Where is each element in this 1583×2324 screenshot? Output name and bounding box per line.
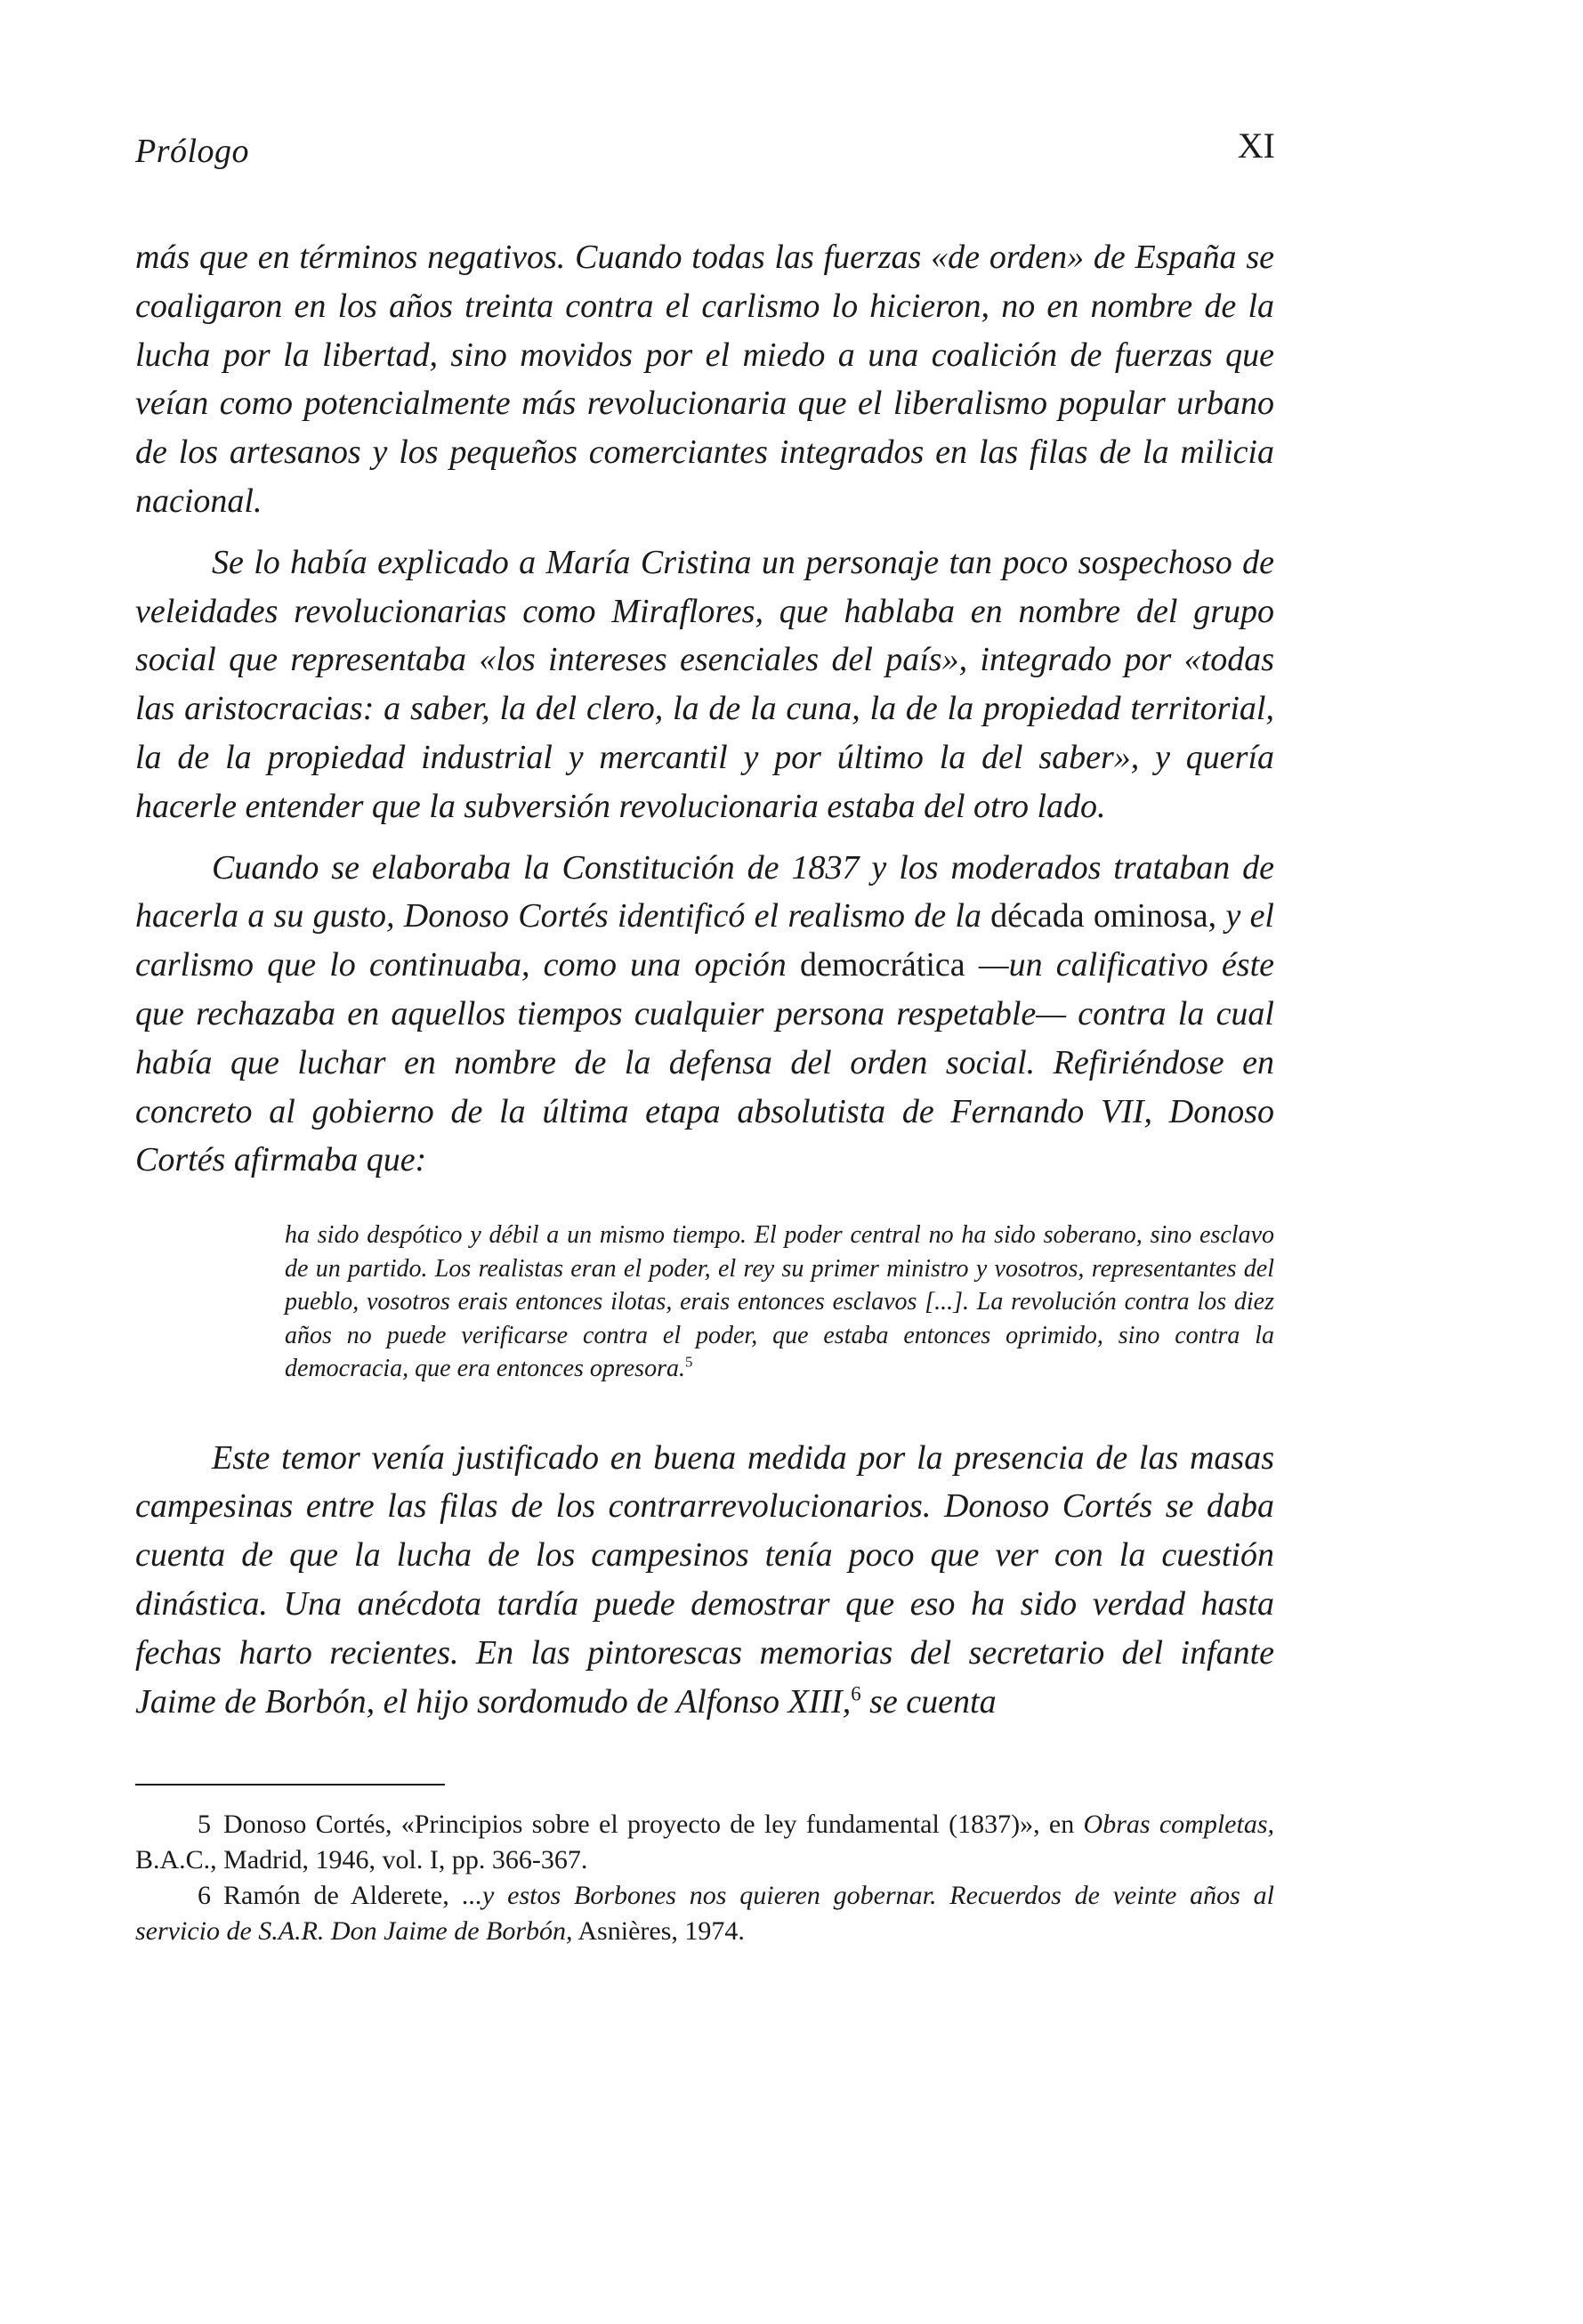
- footnote-title: ...y estos Borbones nos quieren gobernar. Recuerdos de veinte años al servicio de S.A.R. Don Jaime de Borbón,: [135, 1881, 1275, 1946]
- paragraph-4: [135, 1434, 1274, 1727]
- footnote-text: Ramón de Alderete,: [223, 1881, 463, 1910]
- paragraph-3-roman-term-2: democrática: [799, 946, 965, 984]
- footnote-text: Donoso Cortés, «Principios sobre el proyecto de ley fundamental (1837)», en: [223, 1810, 1084, 1839]
- footnote-6: [135, 1878, 1274, 1949]
- paragraph-4-part-b: se cuenta: [860, 1682, 997, 1721]
- block-quote-text: ha sido despótico y débil a un mismo tiempo. El poder central no ha sido soberano, sino esclavo de un partido. Los realistas eran el poder, el rey su primer ministro y vosotros, representantes del pueblo, vosotros erais entonces ilotas, erais entonces esclavos [...]. La revolución contra los diez años no puede verificarse contra el poder, que estaba entonces oprimido, sino contra la democracia, que era entonces opresora.: [285, 1221, 1274, 1383]
- footnotes: [135, 1807, 1274, 1949]
- footnote-ref-5[interactable]: 5: [684, 1353, 693, 1371]
- paragraph-1: más que en términos negativos. Cuando todas las fuerzas «de orden» de España se coaligaron en los años treinta contra el carlismo lo hicieron, no en nombre de la lucha por la libertad, sino movidos por el miedo a una coalición de fuerzas que veían como potencialmente más revolucionaria que el liberalismo popular urbano de los artesanos y los pequeños comerciantes integrados en las filas de la milicia nacional.: [135, 239, 1274, 520]
- paragraph-3-part-e: —un calificativo éste que rechazaba en aquellos tiempos cualquier persona respetable— contra la cual había que luchar en nombre de la defensa del orden social. Refiriéndose en concreto al gobierno de la última etapa absolutista de Fernando VII, Donoso Cortés afirmaba que:: [135, 946, 1274, 1179]
- paragraph-4-part-a: Este temor venía justificado en buena medida por la presencia de las masas campesinas entre las filas de los contrarrevolucionarios. Donoso Cortés se daba cuenta de que la lucha de los campesinos tenía poco que ver con la cuestión dinástica. Una anécdota tardía puede demostrar que eso ha sido verdad hasta fechas harto recientes. En las pintorescas memorias del secretario del infante Jaime de Borbón, el hijo sordomudo de Alfonso XIII,: [135, 1438, 1274, 1721]
- paragraph-3: [135, 844, 1274, 1186]
- footnote-number: 5: [198, 1810, 211, 1839]
- footnote-text: Asnières, 1974.: [572, 1916, 745, 1946]
- footnote-divider: [135, 1784, 445, 1786]
- page-number: XI: [1237, 126, 1275, 166]
- paragraph-2: Se lo había explicado a María Cristina un personaje tan poco sospechoso de veleidades revolucionarias como Miraflores, que hablaba en nombre del grupo social que representaba «los intereses esenciales del país», integrado por «todas las aristocracias: a saber, la del clero, la de la cuna, la de la propiedad territorial, la de la propiedad industrial y mercantil y por último la del saber», y quería hacerle entender que la subversión revolucionaria estaba del otro lado.: [135, 543, 1274, 825]
- block-quote: [285, 1219, 1274, 1386]
- footnote-number: 6: [198, 1881, 211, 1910]
- footnote-5: [135, 1807, 1274, 1878]
- footnote-title: Obras completas,: [1083, 1810, 1275, 1839]
- running-title: Prólogo: [135, 133, 250, 170]
- paragraph-3-part-c: y el carlismo que lo continuaba, como una opción: [135, 897, 1274, 984]
- footnote-text: B.A.C., Madrid, 1946, vol. I, pp. 366-367.: [135, 1845, 588, 1875]
- paragraph-3-roman-term-1: década ominosa,: [990, 897, 1217, 935]
- paragraph-3-part-a: Cuando se elaboraba la Constitución de 1837 y los moderados trataban de hacerla a su gusto, Donoso Cortés identificó el realismo de la: [135, 848, 1274, 935]
- main-text: [135, 233, 1274, 1738]
- footnote-ref-6[interactable]: 6: [851, 1681, 861, 1705]
